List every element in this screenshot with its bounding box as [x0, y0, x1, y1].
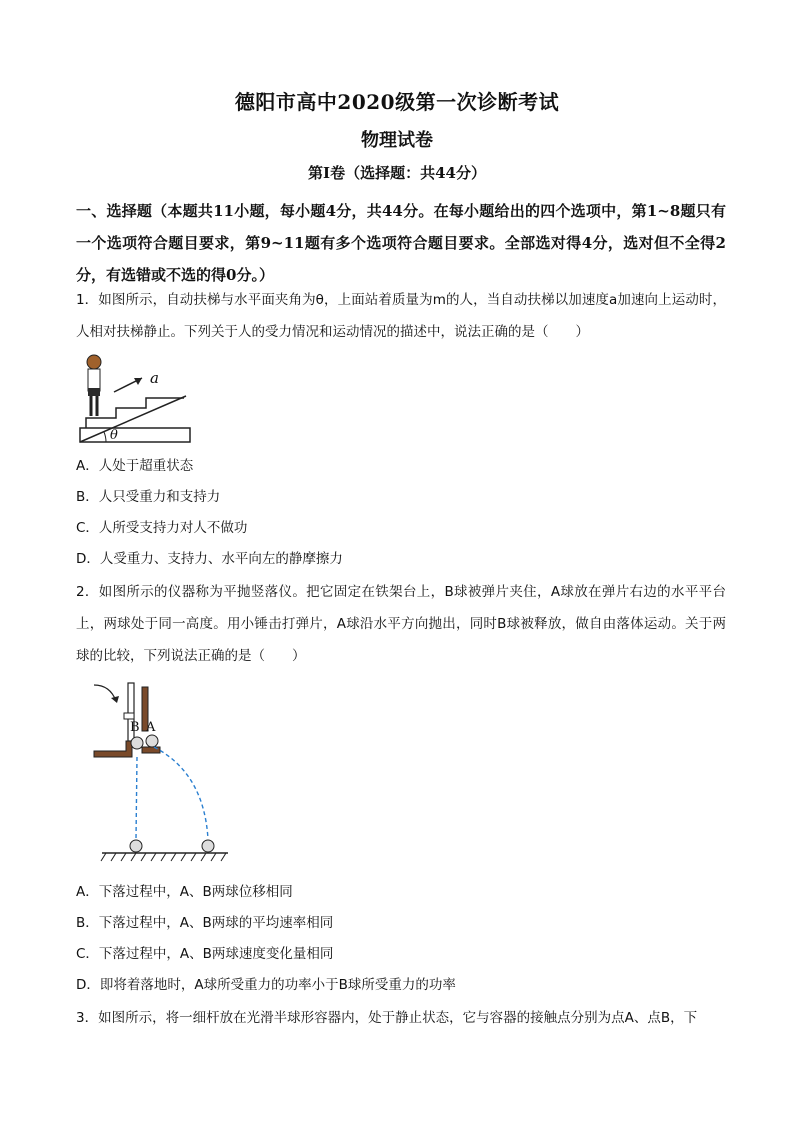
q2-option-c: C．下落过程中，A、B两球速度变化量相同	[76, 946, 334, 962]
q1-option-a: A．人处于超重状态	[76, 458, 194, 474]
q2-option-a: A．下落过程中，A、B两球位移相同	[76, 884, 293, 900]
exam-title: 德阳市高中2020级第一次诊断考试	[234, 90, 560, 114]
question-2-stem: 2．如图所示的仪器称为平抛竖落仪。把它固定在铁架台上，B球被弹片夹住，A球放在弹片右边的水平平台上，两球处于同一高度。用小锤击打弹片，A球沿水平方向抛出，同时B球被释放，做自由落体运动。关于两球的比较，下列说法正确的是（ ）	[76, 584, 726, 664]
label-theta: θ	[110, 428, 118, 443]
label-ball-a: A	[146, 720, 156, 735]
q2-option-d: D．即将着落地时，A球所受重力的功率小于B球所受重力的功率	[76, 977, 456, 993]
projectile-apparatus-figure	[86, 675, 236, 865]
question-1-stem: 1．如图所示，自动扶梯与水平面夹角为θ，上面站着质量为m的人，当自动扶梯以加速度a加速向上运动时，人相对扶梯静止。下列关于人的受力情况和运动情况的描述中，说法正确的是（ ）	[76, 292, 726, 340]
q1-option-c: C．人所受支持力对人不做功	[76, 520, 248, 536]
label-a: a	[150, 369, 159, 387]
section-instructions: 一、选择题（本题共11小题，每小题4分，共44分。在每小题给出的四个选项中，第1~8题只有一个选项符合题目要求，第9~11题有多个选项符合题目要求。全部选对得4分，选对但不全得2分，有选错或不选的得0分。）	[76, 202, 726, 284]
q1-option-b: B．人只受重力和支持力	[76, 489, 221, 505]
q2-option-b: B．下落过程中，A、B两球的平均速率相同	[76, 915, 334, 931]
part-heading: 第I卷（选择题：共44分）	[308, 164, 486, 182]
question-3-stem: 3．如图所示，将一细杆放在光滑半球形容器内，处于静止状态，它与容器的接触点分别为点A、点B，下	[76, 1010, 698, 1026]
q1-option-d: D．人受重力、支持力、水平向左的静摩擦力	[76, 551, 343, 567]
person-icon	[87, 355, 101, 416]
label-ball-b: B	[130, 720, 140, 735]
escalator-figure	[76, 348, 196, 448]
subject-title: 物理试卷	[361, 130, 433, 151]
